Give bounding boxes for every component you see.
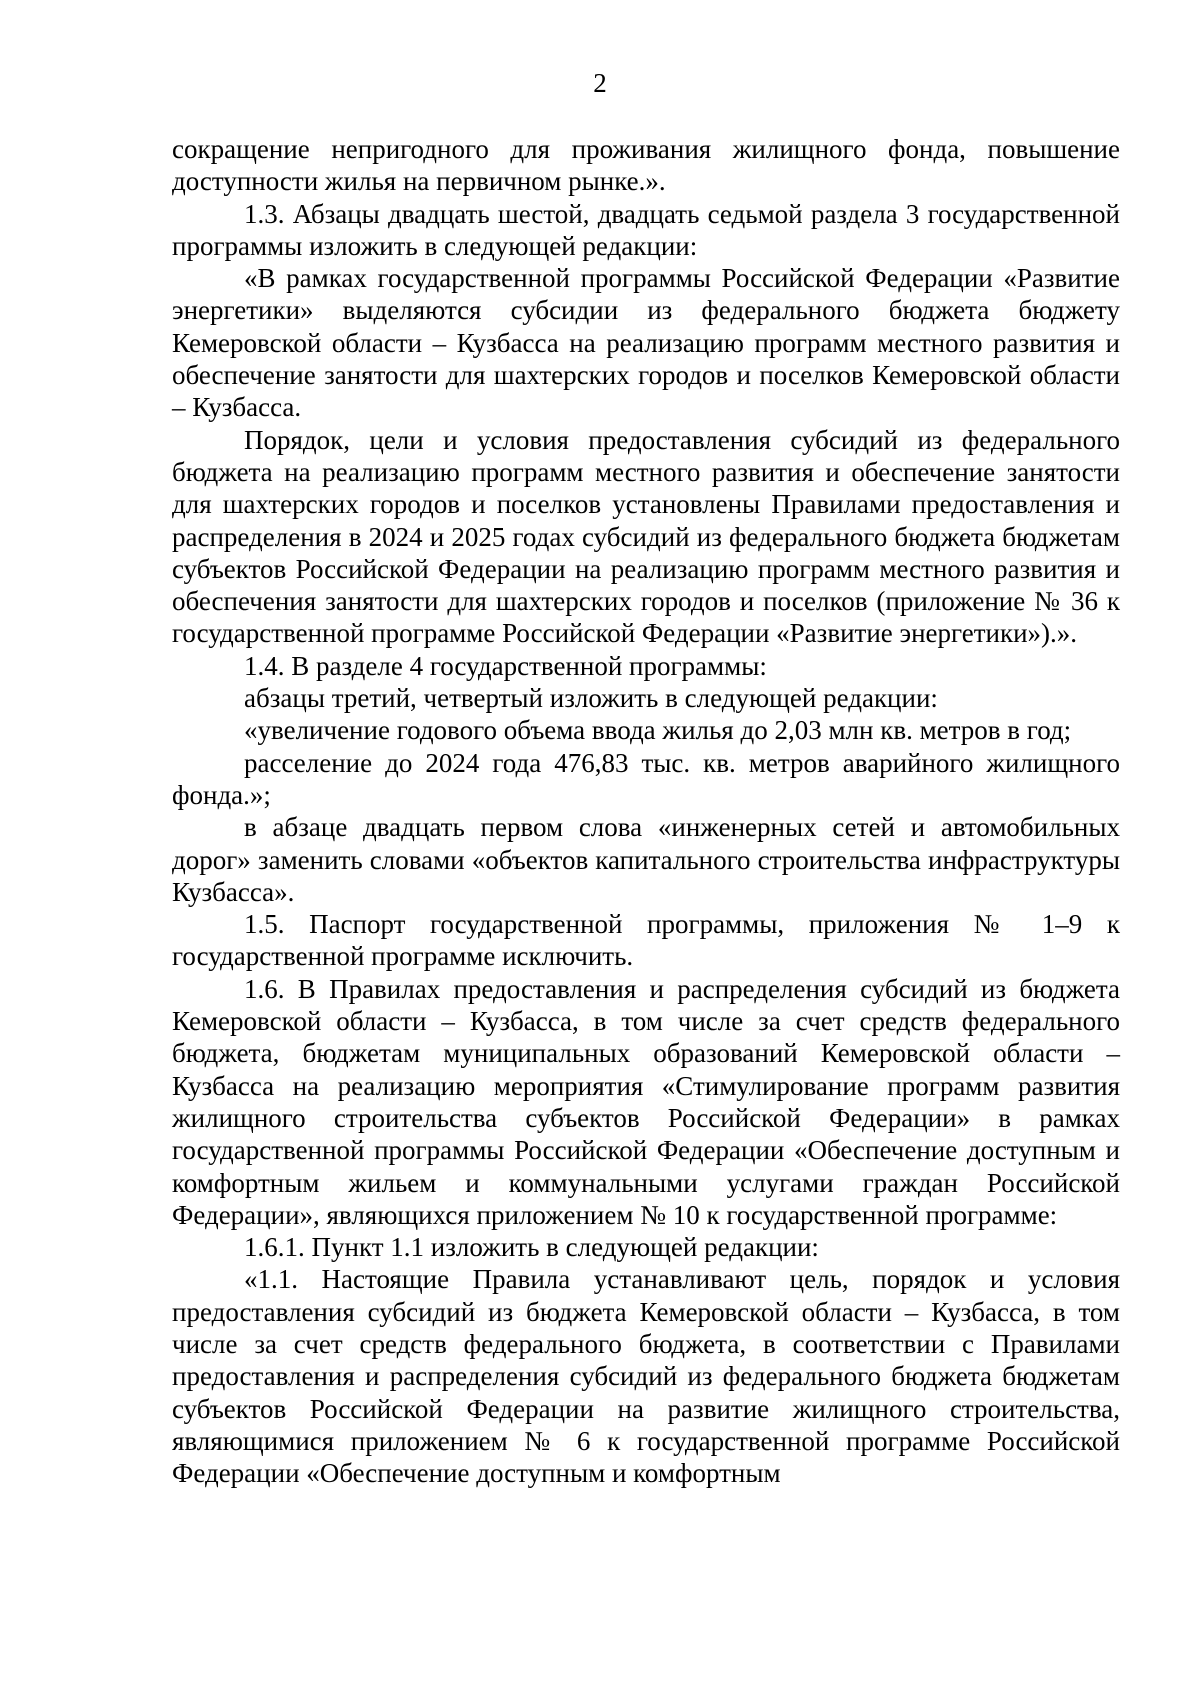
paragraph: Порядок, цели и условия предоставления субсидий из федерального бюджета на реализацию программ местного развития и обеспечение занятости для шахтерских городов и поселков установлены Правилами предоставления и распределения в 2024 и 2025 годах субсидий из федерального бюджета бюджетам субъектов Российской Федерации на реализацию программ местного развития и обеспечения занятости для шахтерских городов и поселков (приложение № 36 к государственной программе Российской Федерации «Развитие энергетики»).».	[172, 424, 1120, 649]
paragraph: 1.5. Паспорт государственной программы, приложения № 1–9 к государственной программе исключить.	[172, 909, 1120, 972]
paragraph: «увеличение годового объема ввода жилья до 2,03 млн кв. метров в год;	[244, 715, 1072, 746]
paragraph: 1.4. В разделе 4 государственной программы:	[244, 650, 767, 681]
document-body	[172, 133, 1120, 1489]
paragraph: в абзаце двадцать первом слова «инженерных сетей и автомобильных дорог» заменить словами «объектов капитального строительства инфраструктуры Кузбасса».	[172, 812, 1120, 907]
paragraph: «1.1. Настоящие Правила устанавливают цель, порядок и условия предоставления субсидий из бюджета Кемеровской области – Кузбасса, в том числе за счет средств федерального бюджета, в соответствии с Правилами предоставления и распределения субсидий из федерального бюджета бюджетам субъектов Российской Федерации на развитие жилищного строительства, являющимися приложением № 6 к государственной программе Российской Федерации «Обеспечение доступным и комфортным	[172, 1264, 1120, 1489]
paragraph: сокращение непригодного для проживания жилищного фонда, повышение доступности жилья на первичном рынке.».	[172, 134, 1120, 197]
paragraph: 1.6. В Правилах предоставления и распределения субсидий из бюджета Кемеровской области – Кузбасса, в том числе за счет средств федерального бюджета, бюджетам муниципальных образований Кемеровской области – Кузбасса на реализацию мероприятия «Стимулирование программ развития жилищного строительства субъектов Российской Федерации» в рамках государственной программы Российской Федерации «Обеспечение доступным и комфортным жильем и коммунальными услугами граждан Российской Федерации», являющихся приложением № 10 к государственной программе:	[172, 973, 1120, 1230]
page-number: 2	[593, 68, 607, 98]
paragraph: абзацы третий, четвертый изложить в следующей редакции:	[244, 683, 938, 714]
paragraph: 1.6.1. Пункт 1.1 изложить в следующей редакции:	[244, 1232, 819, 1263]
paragraph: «В рамках государственной программы Российской Федерации «Развитие энергетики» выделяются субсидии из федерального бюджета бюджету Кемеровской области – Кузбасса на реализацию программ местного развития и обеспечение занятости для шахтерских городов и поселков Кемеровской области – Кузбасса.	[172, 263, 1120, 423]
paragraph: 1.3. Абзацы двадцать шестой, двадцать седьмой раздела 3 государственной программы изложить в следующей редакции:	[172, 198, 1120, 261]
paragraph: расселение до 2024 года 476,83 тыс. кв. метров аварийного жилищного фонда.»;	[172, 747, 1120, 810]
